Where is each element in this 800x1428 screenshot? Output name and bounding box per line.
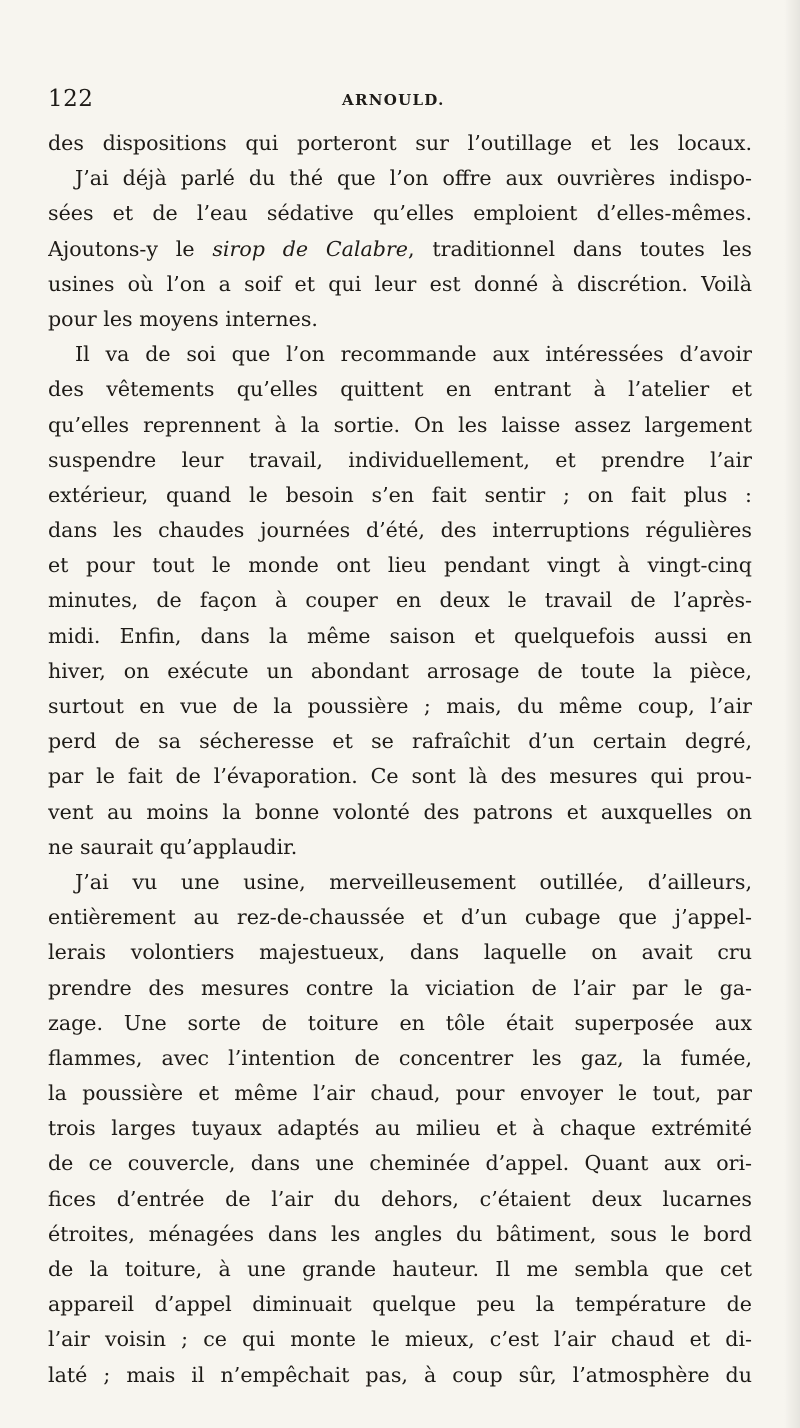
text-line: appareil d’appel diminuait quelque peu la température de: [48, 1292, 752, 1317]
text-line: extérieur, quand le besoin s’en fait sentir ; on fait plus :: [48, 482, 752, 507]
text-line: minutes, de façon à couper en deux le travail de l’après-: [48, 588, 752, 613]
text-line: prendre des mesures contre la viciation de l’air par le ga-: [48, 975, 752, 1000]
line-segment: Ajoutons-y le: [48, 236, 213, 261]
text-line: usines où l’on a soif et qui leur est donné à discrétion. Voilà: [48, 271, 752, 296]
paragraph-start-line: Il va de soi que l’on recommande aux intéressées d’avoir: [75, 342, 752, 367]
body-text: [48, 126, 752, 1393]
text-line: trois larges tuyaux adaptés au milieu et à chaque extrémité: [48, 1116, 752, 1141]
text-line: dans les chaudes journées d’été, des interruptions régulières: [48, 518, 752, 543]
text-line: surtout en vue de la poussière ; mais, du même coup, l’air: [48, 694, 752, 718]
page-edge-shadow: [784, 0, 800, 1428]
paragraph-end-line: pour les moyens internes.: [48, 306, 318, 331]
page-number: 122: [48, 86, 94, 112]
running-head: [48, 86, 752, 116]
text-line: et pour tout le monde ont lieu pendant vingt à vingt-cinq: [48, 553, 752, 578]
text-line-with-italic: [48, 232, 752, 267]
text-line: fices d’entrée de l’air du dehors, c’étaient deux lucarnes: [48, 1186, 752, 1211]
text-line: flammes, avec l’intention de concentrer les gaz, la fumée,: [48, 1045, 752, 1070]
paragraph-start-line: J’ai déjà parlé du thé que l’on offre aux ouvrières indispo-: [75, 166, 752, 191]
text-line: des vêtements qu’elles quittent en entrant à l’atelier et: [48, 377, 752, 402]
text-line: l’air voisin ; ce qui monte le mieux, c’est l’air chaud et di-: [48, 1327, 752, 1352]
italic-term: sirop de Calabre: [212, 236, 408, 261]
text-line: lerais volontiers majestueux, dans laquelle on avait cru: [48, 940, 752, 965]
running-title: ARNOULD.: [342, 91, 445, 109]
text-line: zage. Une sorte de toiture en tôle était superposée aux: [48, 1010, 752, 1035]
text-line: entièrement au rez-de-chaussée et d’un cubage que j’appel-: [48, 905, 752, 930]
text-line: des dispositions qui porteront sur l’outillage et les locaux.: [48, 131, 752, 155]
paragraph-start-line: J’ai vu une usine, merveilleusement outillée, d’ailleurs,: [75, 869, 752, 894]
paragraph-end-line: ne saurait qu’applaudir.: [48, 834, 298, 859]
text-line: par le fait de l’évaporation. Ce sont là des mesures qui prou-: [48, 764, 752, 789]
text-line: sées et de l’eau sédative qu’elles emploient d’elles-mêmes.: [48, 201, 752, 226]
text-line: midi. Enfin, dans la même saison et quelquefois aussi en: [48, 623, 752, 648]
text-line: de la toiture, à une grande hauteur. Il me sembla que cet: [48, 1257, 752, 1281]
text-line: perd de sa sécheresse et se rafraîchit d’un certain degré,: [48, 729, 752, 754]
line-segment: , traditionnel dans toutes les: [408, 236, 752, 261]
text-line: hiver, on exécute un abondant arrosage de toute la pièce,: [48, 658, 752, 683]
text-line: suspendre leur travail, individuellement, et prendre l’air: [48, 447, 752, 472]
text-line: la poussière et même l’air chaud, pour envoyer le tout, par: [48, 1081, 752, 1106]
text-line: qu’elles reprennent à la sortie. On les laisse assez largement: [48, 412, 752, 437]
text-line: laté ; mais il n’empêchait pas, à coup sûr, l’atmosphère du: [48, 1362, 752, 1387]
text-line: vent au moins la bonne volonté des patrons et auxquelles on: [48, 799, 752, 824]
text-line: étroites, ménagées dans les angles du bâtiment, sous le bord: [48, 1221, 752, 1246]
text-line: de ce couvercle, dans une cheminée d’appel. Quant aux ori-: [48, 1151, 752, 1176]
